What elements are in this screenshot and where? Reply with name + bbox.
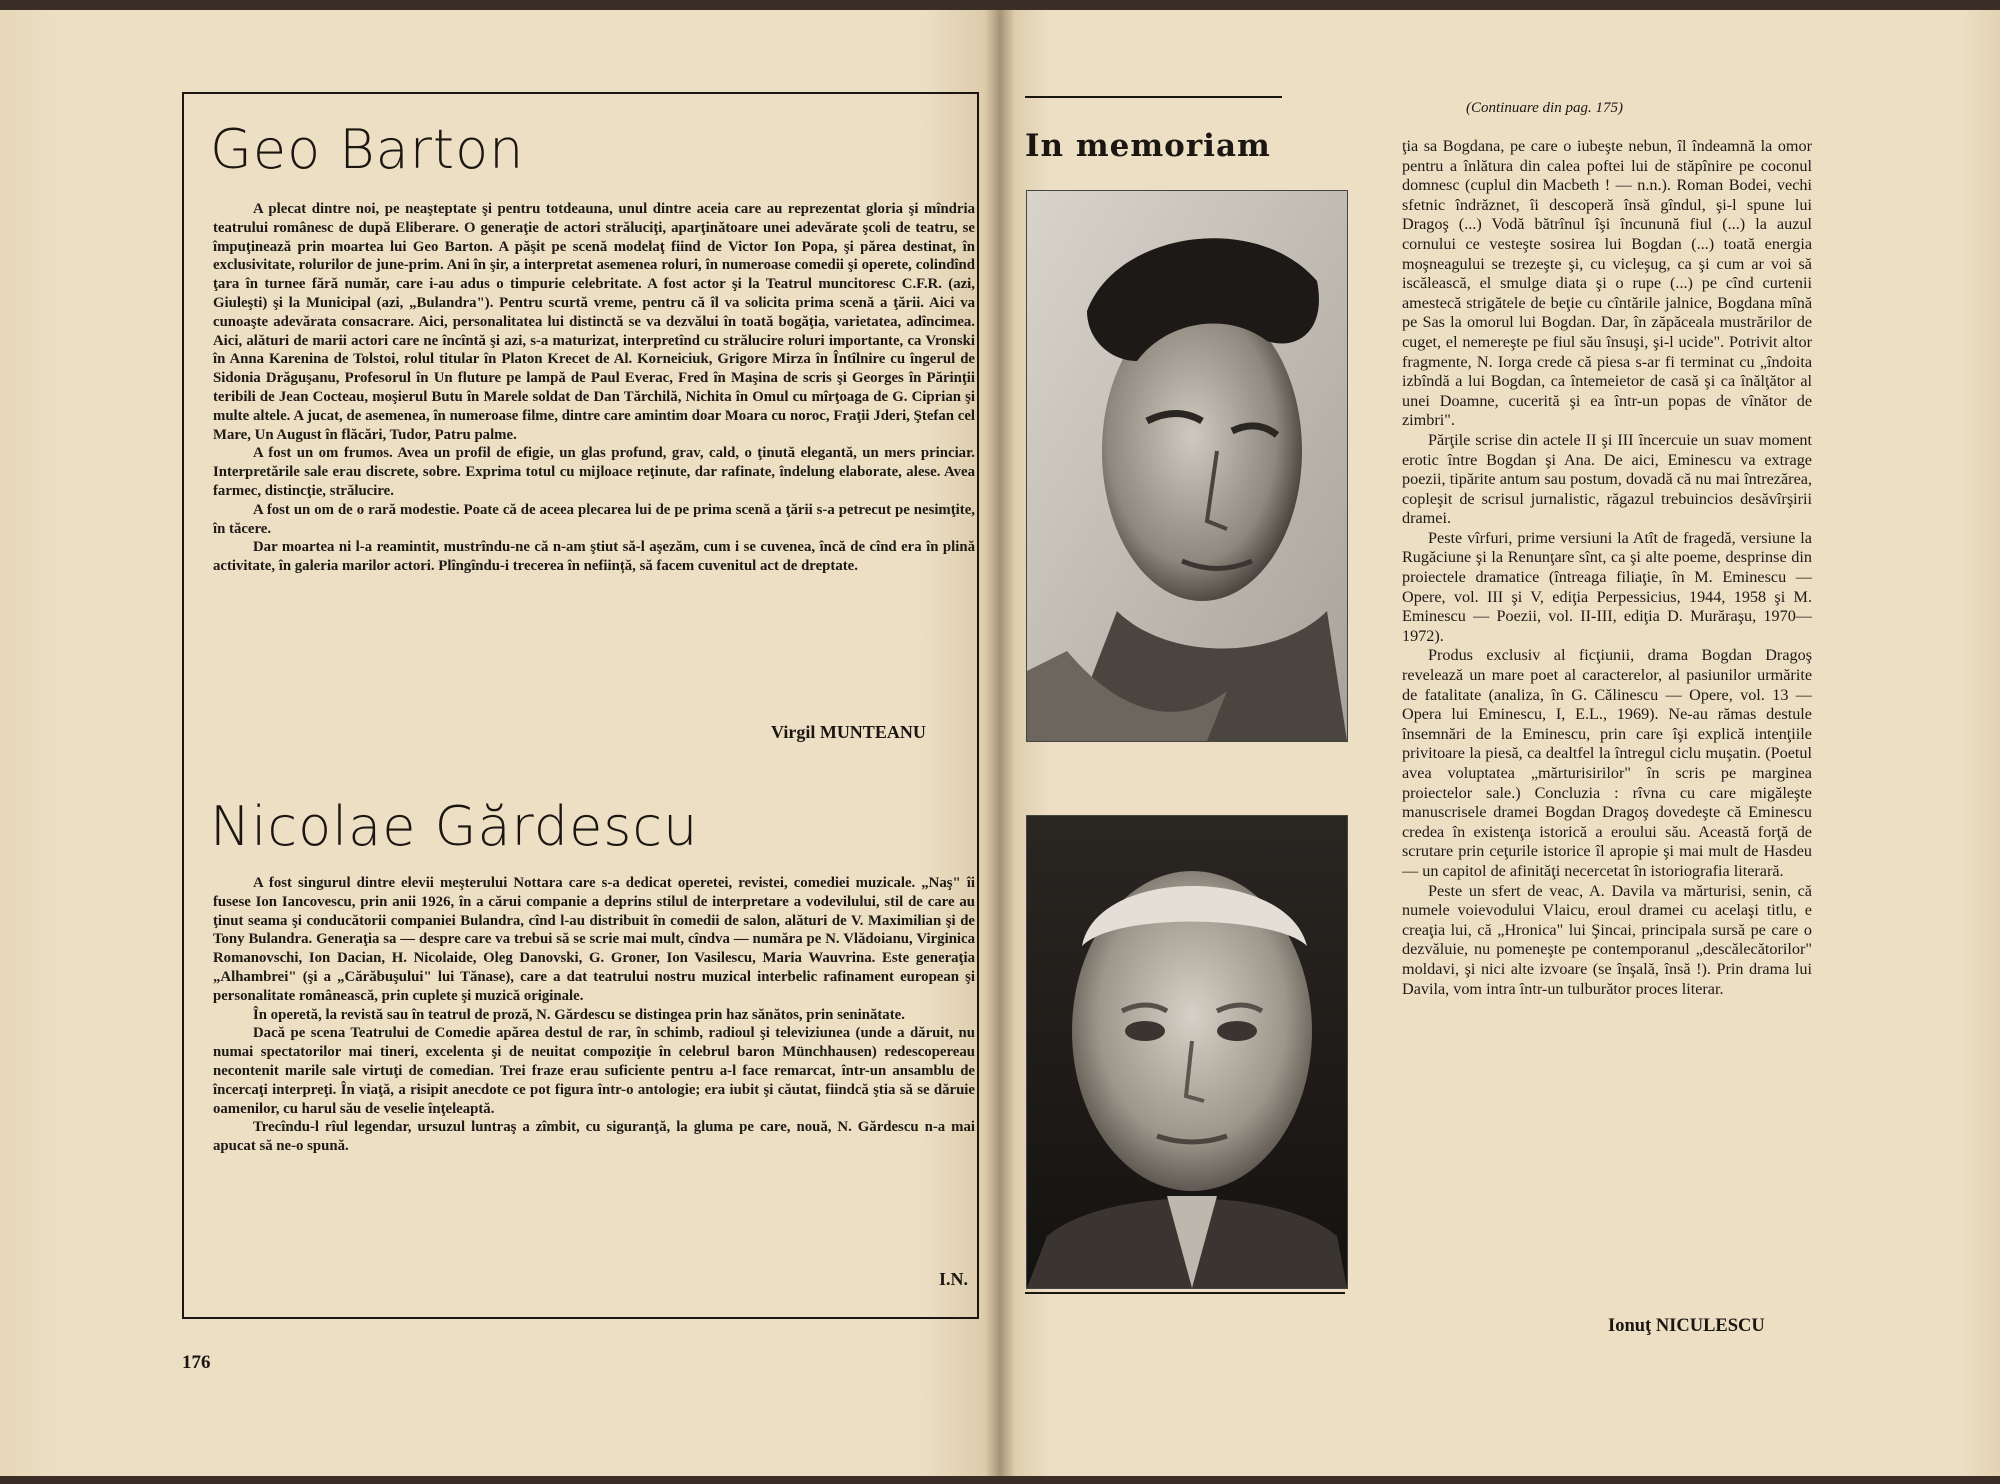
article-title-nicolae-gardescu: Nicolae Gărdescu [210,795,699,858]
page-number: 176 [182,1352,211,1373]
article-continuation-column [1402,137,1812,999]
paragraph: A fost un om frumos. Avea un profil de efigie, un glas profund, grav, cald, o ţinută elegantă, un mers princiar. Interpretările sale erau discrete, sobre. Exprima totul cu mijloace reţinute, dar rafinate, îndelung elaborate, alese. Avea farmec, distincţie, strălucire. [213,445,975,499]
portrait-photo-nicolae-gardescu [1026,815,1348,1289]
article-body-geo-barton [213,200,975,576]
article-title-geo-barton: Geo Barton [210,118,525,181]
book-spine [985,10,1015,1476]
author-signature-right: Ionuţ NICULESCU [1608,1316,1765,1336]
paragraph: Părţile scrise din actele II şi III încercuie un suav moment erotic între Bogdan şi Ana. De aici, Eminescu va extrage poezii, tipărite antum sau postum, dovadă că nu mai întrezărea, copleşit de scrisul jurnalistic, răgazul trebuincios desăvîrşirii dramei. [1402,430,1812,528]
paragraph: A plecat dintre noi, pe neaşteptate şi pentru totdeauna, unul dintre aceia care au reprezentat gloria şi mîndria teatrului românesc de după Eliberare. O generaţie de actori străluciţi, aparţinătoare unei adevărate şcoli de teatru, se împuţinează prin moartea lui Geo Barton. A păşit pe scenă modelaţ fiind de Victor Ion Popa, şi părea destinat, în exclusivitate, rolurilor de june-prim. Ani în şir, a interpretat asemenea roluri, în numeroase comedii şi operete, colindînd ţara în turnee fără număr, care i-au adus o timpurie celebritate. A fost actor şi la Teatrul muncitoresc C.F.R. (azi, Giuleşti) şi la Municipal (azi, „Bulandra"). Pentru scurtă vreme, pentru că îl va solicita prima scenă a ţării. Aici va cunoaşte adevărata consacrare. Aici, personalitatea lui distinctă se va dezvălui în toată bogăţia, varietatea, adîncimea. Aici, alături de marii actori care ne încîntă şi azi, s-a maturizat, interpretînd cu strălucire roluri importante, ca Vronski în Anna Karenina de Tolstoi, rolul titular în Platon Krecet de Al. Korneiciuk, Grigore Mirza în Întîlnire cu îngerul de Sidonia Drăguşanu, Profesorul în Un fluture pe lampă de Paul Everac, Fred în Maşina de scris şi Georges în Părinţii teribili de Jean Cocteau, moşierul Butu în Marele soldat de Dan Tărchilă, Nichita în Omul cu mîrţoaga de G. Ciprian şi multe altele. A jucat, de asemenea, în numeroase filme, dintre care amintim doar Moara cu noroc, Fraţii Jderi, Ştefan cel Mare, Un August în flăcări, Tudor, Patru palme. [213,201,975,443]
portrait-photo-icon [1027,816,1347,1288]
portrait-photo-icon [1027,191,1347,741]
author-signature: Virgil MUNTEANU [771,722,926,742]
author-initials: I.N. [939,1269,969,1289]
paragraph: Peste vîrfuri, prime versiuni la Atît de fragedă, versiune la Rugăciune şi la Renunţare sînt, ca şi alte poeme, desprinse din proiectele dramatice (întreaga filiaţie, în M. Eminescu — Opere, vol. III şi V, ediţia Perpessicius, 1944, 1958 şi M. Eminescu — Poezii, vol. II-III, ediţia D. Murăraşu, 1970—1972). [1402,528,1812,645]
portrait-photo-geo-barton [1026,190,1348,742]
paragraph: A fost singurul dintre elevii meşterului Nottara care s-a dedicat operetei, revistei, comediei muzicale. „Naş" îi fusese Ion Iancovescu, prin anii 1926, în a cărui companie a deprins stilul de interpretare a vodevilului, stil de care au ţinut seama şi conducătorii companiei Bulandra, cînd l-au distribuit în comedii de salon, alături de V. Maximilian şi de Tony Bulandra. Generaţia sa — despre care va trebui să se scrie mai mult, cîndva — număra pe N. Vlădoianu, Virginica Romanovschi, Ion Dacian, H. Nicolaide, Oleg Danovski, G. Groner, Ion Vasilescu, Maria Wauvrina. Este generaţia „Alhambrei" (şi a „Cărăbuşului" lui Tănase), care a dat teatrului nostru muzical interbelic rafinament european şi personalitate românească, prin cuplete şi muzică originale. [213,875,975,1004]
continued-note: (Continuare din pag. 175) [1466,100,1623,116]
heading-rule [1025,96,1282,98]
paragraph: Peste un sfert de veac, A. Davila va mărturisi, senin, că numele voievodului Vlaicu, eroul dramei cu acelaşi titlu, e creaţia lui, că „Hronica" lui Şincai, principala sursă pe care o dezvăluie, nu pomeneşte pe contemporanul „descălecătorilor" moldavi, şi nici alte izvoare (se înşală, însă !). Prin drama lui Davila, vom intra într-un tulburător proces literar. [1402,881,1812,998]
photo-rule [1025,1292,1345,1294]
paragraph: Dar moartea ni l-a reamintit, mustrîndu-ne că n-am ştiut să-l aşezăm, cum i se cuvenea, încă de cînd era în plină activitate, în galeria marilor actori. Plîngîndu-i trecerea în neființă, să facem cuvenitul act de dreptate. [213,539,975,575]
section-heading: In memoriam [1025,128,1271,164]
article-body-nicolae-gardescu [213,874,975,1156]
paragraph: În operetă, la revistă sau în teatrul de proză, N. Gărdescu se distingea prin haz sănătos, prin seninătate. [253,1006,905,1023]
paragraph: A fost un om de o rară modestie. Poate că de aceea plecarea lui de pe prima scenă a ţării s-a petrecut pe nesimţite, în tăcere. [213,501,975,537]
paragraph: Trecîndu-l rîul legendar, ursuzul luntraş a zîmbit, cu siguranţă, la gluma pe care, nouă, N. Gărdescu n-a mai apucat să ne-o spună. [213,1119,975,1155]
paragraph: ţia sa Bogdana, pe care o iubeşte nebun, îl îndeamnă la omor pentru a înlătura din calea poftei lui de stăpînire pe coconul domnesc (cuplul din Macbeth ! — n.n.). Roman Bodei, vechi sfetnic îndrăznet, îi descoperă însă gîndul, şi-l spune lui Dragoş (...) Vodă bătrînul îşi încunună fiul (...) la auzul cornului ce vesteşte sosirea lui Bogdan (...) toată energia moşneagului se trezeşte şi, cu vicleşug, ca şi cum ar voi să iscălească, el smulge diata şi o rupe (...) pe cînd curtenii amestecă strigătele de beţie cu cîntările jalnice, Bogdana mînă pe Sas la omorul lui Bogdan. Dar, în zăpăceala mustrărilor de cuget, el nemereşte pe fiul său însuşi, şi-l ucide". Potrivit altor fragmente, N. Iorga crede că piesa s-ar fi terminat cu „îndoita izbîndă a lui Bogdan, ca întemeietor de casă şi ca înălţător al unei Doamne, cucerită şi ea într-un popas de vînător de zimbri". [1402,137,1812,430]
paragraph: Dacă pe scena Teatrului de Comedie apărea destul de rar, în schimb, radioul şi televiziunea (unde a dăruit, nu numai spectatorilor mai tineri, excelenta şi de neuitat compoziţie în celebrul baron Münchhausen) redescopereau necontenit marile sale virtuţi de comedian. Trei fraze erau suficiente pentru a-l face remarcat, într-un ansamblu de încercaţi interpreţi. În viaţă, a risipit anecdote ce pot figura într-o antologie; era iubit şi căutat, fiindcă ştia să se dăruie oamenilor, cu harul său de veselie înţeleaptă. [213,1025,975,1117]
paragraph: Produs exclusiv al ficţiunii, drama Bogdan Dragoş revelează un mare poet al caracterelor, al pasiunilor urmărite de fatalitate (analiza, în G. Călinescu — Opere, vol. 13 — Opera lui Eminescu, I, E.L., 1969). Ne-au rămas destule însemnări de la Eminescu, prin care îşi explică intenţiile privitoare la piesă, ca dealtfel la întregul ciclu muşatin. (Poetul avea voluptatea „mărturisirilor" în scris pe marginea proiectelor sale.) Concluzia : rîvna cu care migăleşte manuscrisele dramei Bogdan Dragoş dovedeşte că Eminescu credea în existenţa istorică a eroului său. Această forţă de scrutare prin ceţurile istorice îl apropie şi mai mult de Hasdeu — un capitol de afinităţi necercetat în istoriografia literară. [1402,646,1812,880]
